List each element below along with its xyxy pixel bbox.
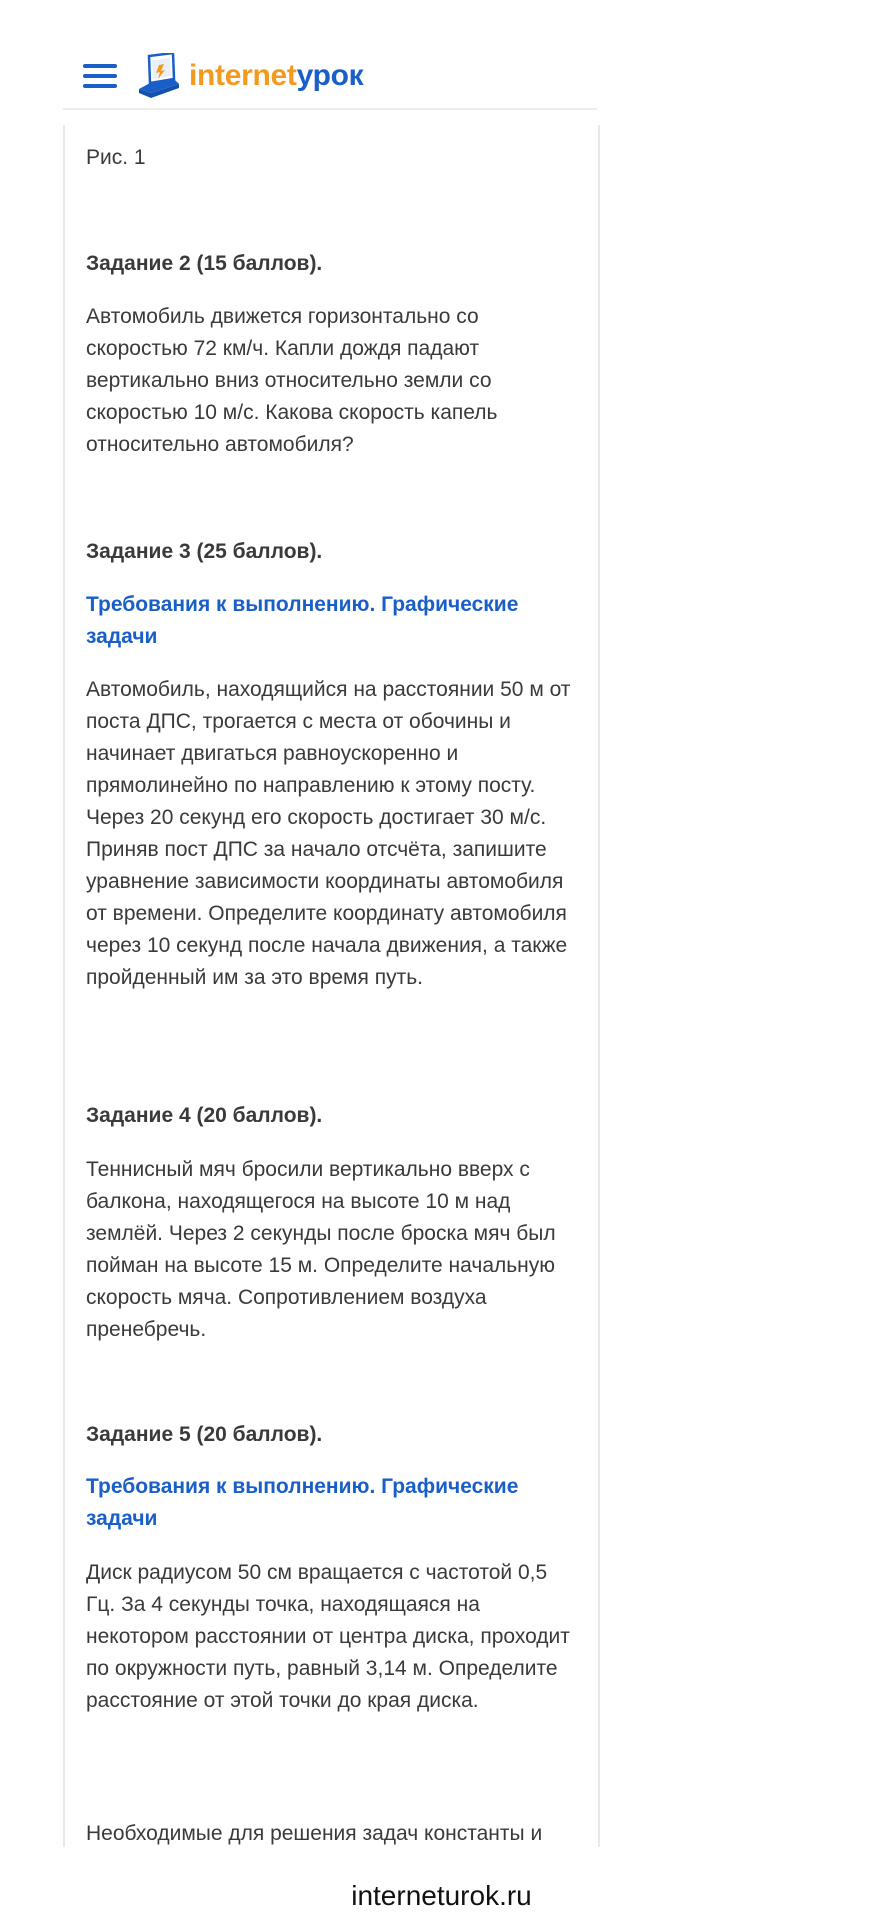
constants-intro-text: Необходимые для решения задач константы и xyxy=(86,1822,543,1845)
menu-icon[interactable] xyxy=(83,64,117,88)
task-3-requirements-link[interactable]: Требования к выполнению. Графические задачи xyxy=(86,593,519,648)
task-5-text: Диск радиусом 50 см вращается с частотой 0,5 Гц. За 4 секунды точка, находящаяся на некотором расстоянии от центра диска, проходит по окружности путь, равный 3,14 м. Определите расстояние от этой точки до края диска. xyxy=(86,1561,570,1712)
task-4-text: Теннисный мяч бросили вертикально вверх с балкона, находящегося на высоте 10 м над землёй. Через 2 секунды после броска мяч был пойман на высоте 15 м. Определите начальную скорость мяча. Сопротивлением воздуха пренебречь. xyxy=(86,1158,556,1341)
task-4-title: Задание 4 (20 баллов). xyxy=(86,1104,323,1127)
task-3-text: Автомобиль, находящийся на расстоянии 50 м от поста ДПС, трогается с места от обочины и начинает двигаться равноускоренно и прямолинейно по направлению к этому посту. Через 20 секунд его скорость достигает 30 м/с. Приняв пост ДПС за начало отсчёта, запишите уравнение зависимости координаты автомобиля от времени. Определите координату автомобиля через 10 секунд после начала движения, а также пройденный им за это время путь. xyxy=(86,678,571,989)
figure-caption: Рис. 1 xyxy=(86,146,146,169)
menu-icon-line xyxy=(83,64,117,68)
site-watermark: interneturok.ru xyxy=(351,1880,532,1911)
task-5-title: Задание 5 (20 баллов). xyxy=(86,1423,323,1446)
article-content xyxy=(63,125,600,1847)
site-header xyxy=(63,0,597,110)
site-logo[interactable] xyxy=(137,52,363,100)
task-2-title: Задание 2 (15 баллов). xyxy=(86,252,323,275)
task-2-text: Автомобиль движется горизонтально со скоростью 72 км/ч. Капли дождя падают вертикально вниз относительно земли со скоростью 10 м/с. Какова скорость капель относительно автомобиля? xyxy=(86,305,498,456)
menu-icon-line xyxy=(83,74,117,78)
menu-icon-line xyxy=(83,84,117,88)
logo-text-urok: урок xyxy=(296,59,364,92)
task-5-requirements-link[interactable]: Требования к выполнению. Графические задачи xyxy=(86,1475,519,1530)
logo-text-internet: internet xyxy=(189,59,297,92)
task-3-title: Задание 3 (25 баллов). xyxy=(86,540,323,563)
logo-wordmark xyxy=(189,59,363,93)
laptop-book-icon xyxy=(137,53,181,99)
